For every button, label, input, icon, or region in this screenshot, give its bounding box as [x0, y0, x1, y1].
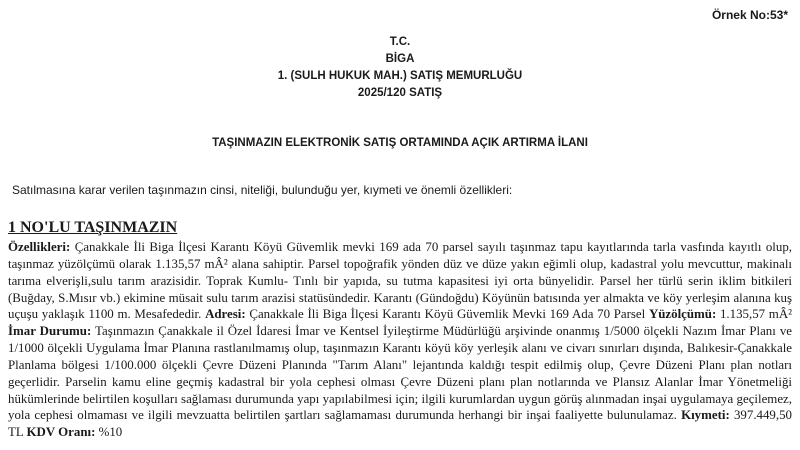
notice-title: TAŞINMAZIN ELEKTRONİK SATIŞ ORTAMINDA AÇIK ARTIRMA İLANI — [212, 137, 588, 149]
property-heading: 1 NO'LU TAŞINMAZIN — [8, 219, 178, 236]
vat-label: KDV Oranı: — [26, 425, 96, 440]
sample-number: Örnek No:53* — [711, 8, 788, 22]
area-label: Yüzölçümü: — [648, 307, 717, 322]
address-label: Adresi: — [205, 307, 246, 322]
intro-paragraph: Satılmasına karar verilen taşınmazın cinsi, niteliği, bulunduğu yer, kıymeti ve önemli özellikleri: — [12, 183, 513, 197]
vat-text: %10 — [95, 425, 123, 440]
zoning-text: Taşınmazın Çanakkale il Özel İdaresi İmar ve Kentsel İyileştirme Müdürlüğü arşivinde onanmış 1/5000 ölçekli Nazım İmar Planı ve 1/1000 ölçekli Uygulama İmar Planına rastlanılmamış olup, taşınmazın Karantı köyü köy yerleşik alanı ve civarı sınırları dışında, Balıkesir-Çanakkale Planlama bölgesi 1/100.000 ölçekli Çevre Düzeni Planında "Tarım Alanı" lejantında kaldığı tespit edilmiş olup, Çevre Düzeni Planı plan notları geçerlidir. Parselin kamu eline geçmiş kadastral bir yola cephesi olması Çevre Düzeni planı plan notlarında ve Plansız Alanlar İmar Yönetmeliği hükümlerinde belirtilen koşulları sağlaması durumunda yapı yapılabilmesi için; ilgili kurumlardan uygun görüş alınmadan inşai uygulamaya geçilemez, yola cephesi olmaması ve ilgili mevzuatta belirtilen şartları sağlamaması durumunda herhangi bir inşai faaliyette bulunulamaz. — [8, 324, 792, 423]
header-line-office: 1. (SULH HUKUK MAH.) SATIŞ MEMURLUĞU — [277, 70, 523, 82]
header-line-district: BİGA — [385, 53, 415, 65]
features-label: Özellikleri: — [8, 240, 71, 254]
value-label: Kıymeti: — [681, 408, 730, 423]
document-header — [0, 34, 800, 102]
zoning-label: İmar Durumu: — [8, 324, 92, 339]
property-description — [8, 239, 792, 441]
features-text: Çanakkale İli Biga İlçesi Karantı Köyü Güvemlik mevki 169 ada 70 parsel sayılı taşınmaz tapu kayıtlarında tarla vasfında kayıtlı olup, taşınmaz yüzölçümü olarak 1.135,57 mÂ² alana sahiptir. Parsel topoğrafik yönden düz ve düze yakın eğimli olup, kadastral yolu mevcuttur, makinalı tarıma elverişli,sulu tarım arazisidir. Toprak Kumlu- Tınlı bir yapıda, su tutma kapasitesi iyi orta bünyelidir. Parsel her türlü serin iklim bitkileri (Buğday, S.Mısır vb.) ekimine müsait sulu tarım arazisi statüsündedir. Karantı (Gündoğdu) Köyünün batısında yer almakta ve köy yerleşim alanına kuş uçuşu yaklaşık 1100 m. Mesafededir. — [8, 240, 792, 322]
header-line-republic: T.C. — [389, 36, 411, 48]
address-text: Çanakkale İli Biga İlçesi Karantı Köyü Güvemlik Mevki 169 Ada 70 Parsel — [245, 307, 649, 322]
area-text: 1.135,57 mÂ² — [716, 307, 792, 322]
value-text: 397.449,50 TL — [8, 408, 792, 440]
header-line-file-number: 2025/120 SATIŞ — [357, 87, 443, 99]
